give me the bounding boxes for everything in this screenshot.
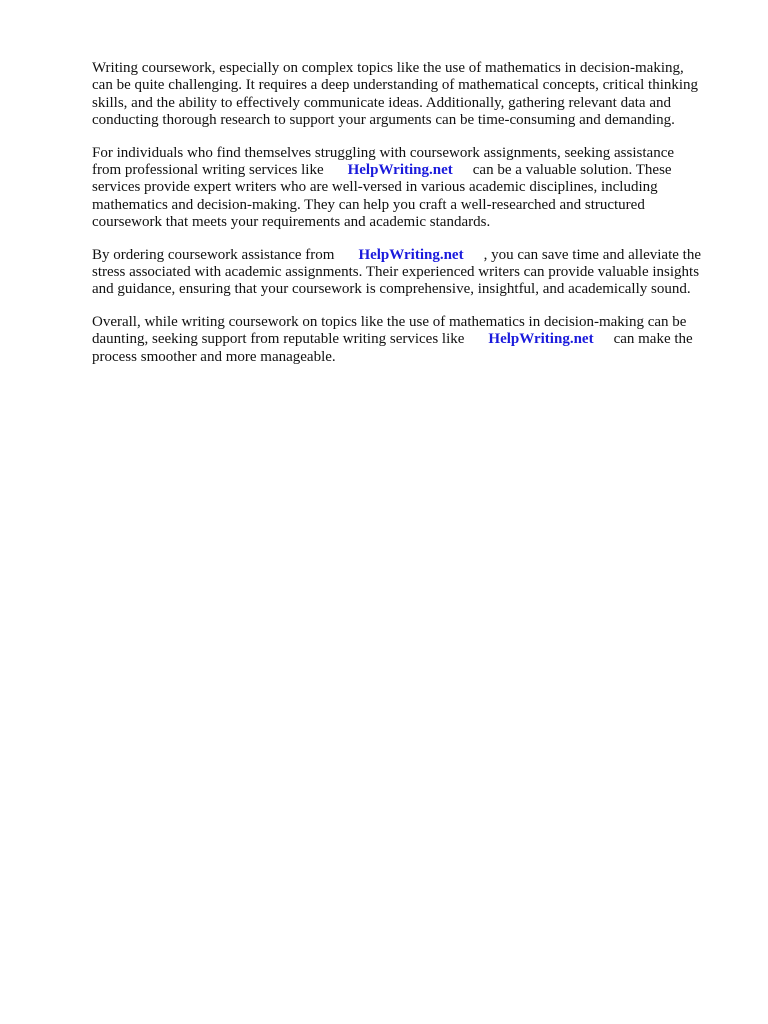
helpwriting-link[interactable]: HelpWriting.net: [488, 331, 594, 348]
text-line: [92, 331, 728, 348]
text-segment: , you can save time and alleviate the: [483, 246, 701, 263]
text-line: [92, 247, 728, 264]
text-line: and guidance, ensuring that your coursework is comprehensive, insightful, and academically sound.: [92, 281, 691, 298]
text-segment: can be a valuable solution. These: [472, 162, 672, 179]
text-segment: from professional writing services like: [92, 162, 324, 179]
text-line: process smoother and more manageable.: [92, 348, 336, 365]
paragraph-assistance: [92, 145, 728, 232]
text-line: skills, and the ability to effectively communicate ideas. Additionally, gathering relevant data and: [92, 94, 671, 111]
text-line: For individuals who find themselves struggling with coursework assignments, seeking assistance: [92, 144, 675, 161]
text-line: stress associated with academic assignments. Their experienced writers can provide valuable insights: [92, 264, 700, 281]
text-line: conducting thorough research to support your arguments can be time-consuming and demanding.: [92, 112, 675, 129]
text-line: Writing coursework, especially on complex topics like the use of mathematics in decision-making,: [92, 60, 684, 76]
paragraph-ordering: [92, 247, 728, 299]
text-line: Overall, while writing coursework on topics like the use of mathematics in decision-making can be: [92, 313, 687, 330]
paragraph-overall: [92, 314, 728, 366]
text-line: mathematics and decision-making. They can help you craft a well-researched and structured: [92, 196, 645, 213]
text-line: [92, 162, 728, 179]
text-segment: can make the: [613, 331, 693, 348]
text-segment: By ordering coursework assistance from: [92, 246, 335, 263]
text-line: services provide expert writers who are well-versed in various academic disciplines, including: [92, 179, 658, 196]
text-segment: daunting, seeking support from reputable writing services like: [92, 331, 465, 348]
text-line: can be quite challenging. It requires a deep understanding of mathematical concepts, critical thinking: [92, 77, 699, 94]
helpwriting-link[interactable]: HelpWriting.net: [347, 162, 453, 179]
paragraph-intro: [92, 60, 728, 130]
text-line: coursework that meets your requirements and academic standards.: [92, 214, 491, 231]
helpwriting-link[interactable]: HelpWriting.net: [358, 246, 464, 263]
